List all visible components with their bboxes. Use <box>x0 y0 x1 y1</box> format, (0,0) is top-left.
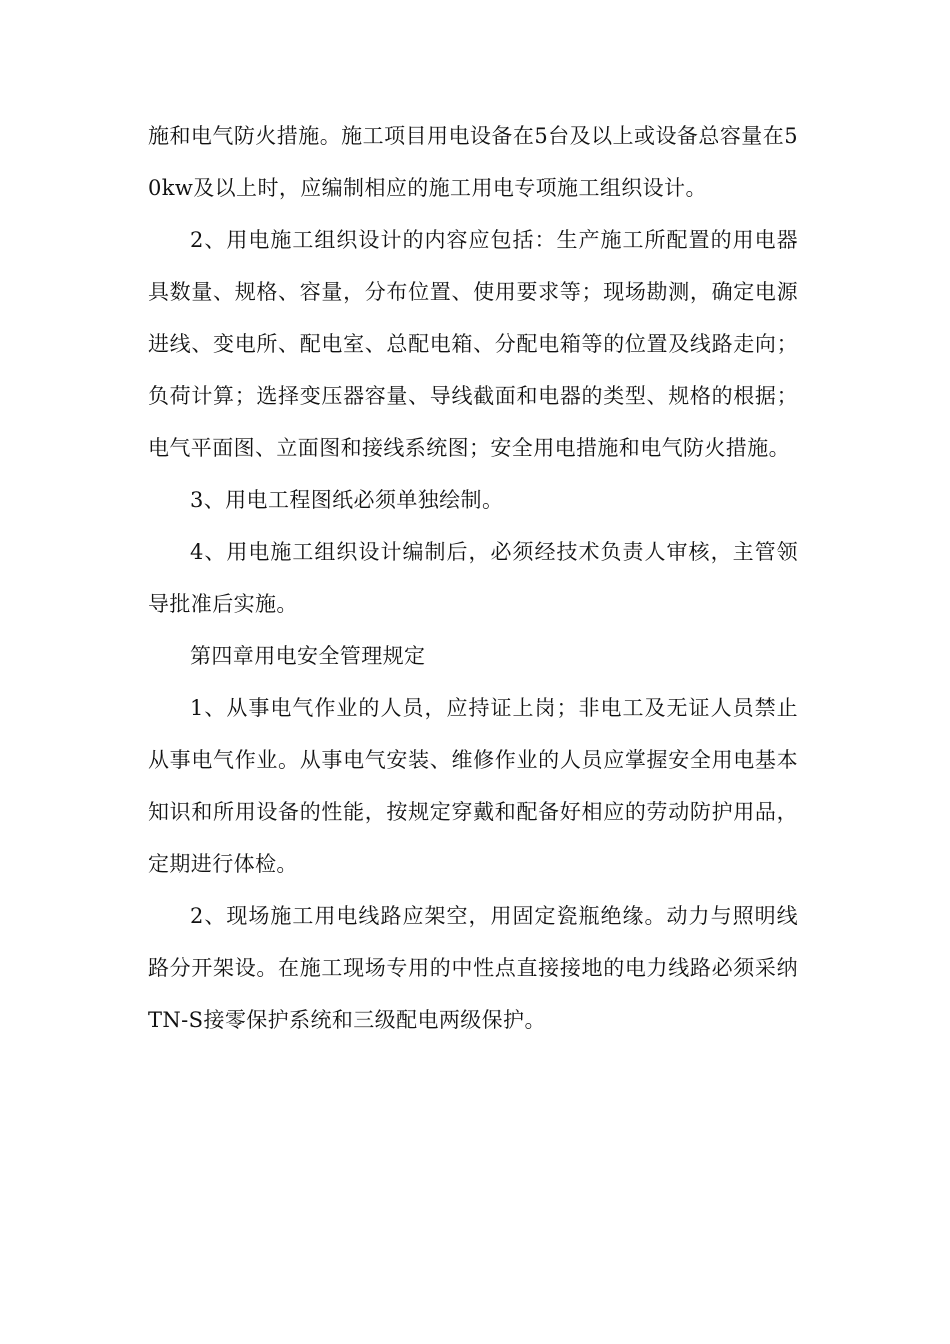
paragraph-rule-1: 1、从事电气作业的人员，应持证上岗；非电工及无证人员禁止从事电气作业。从事电气安装、维修作业的人员应掌握安全用电基本知识和所用设备的性能，按规定穿戴和配备好相应的劳动防护用品，定期进行体检。 <box>148 696 798 876</box>
paragraph-item-2: 2、用电施工组织设计的内容应包括：生产施工所配置的用电器具数量、规格、容量，分布位置、使用要求等；现场勘测，确定电源进线、变电所、配电室、总配电箱、分配电箱等的位置及线路走向；负荷计算；选择变压器容量、导线截面和电器的类型、规格的根据；电气平面图、立面图和接线系统图；安全用电措施和电气防火措施。 <box>148 228 798 460</box>
document-body <box>148 110 798 1046</box>
paragraph-rule-2: 2、现场施工用电线路应架空，用固定瓷瓶绝缘。动力与照明线路分开架设。在施工现场专用的中性点直接接地的电力线路必须采纳TN-S接零保护系统和三级配电两级保护。 <box>148 904 798 1032</box>
paragraph-item-4: 4、用电施工组织设计编制后，必须经技术负责人审核，主管领导批准后实施。 <box>148 540 798 616</box>
paragraph-continuation: 施和电气防火措施。施工项目用电设备在5台及以上或设备总容量在50kw及以上时，应编制相应的施工用电专项施工组织设计。 <box>148 124 798 200</box>
chapter-heading: 第四章用电安全管理规定 <box>190 644 426 668</box>
paragraph-item-3: 3、用电工程图纸必须单独绘制。 <box>190 488 504 512</box>
